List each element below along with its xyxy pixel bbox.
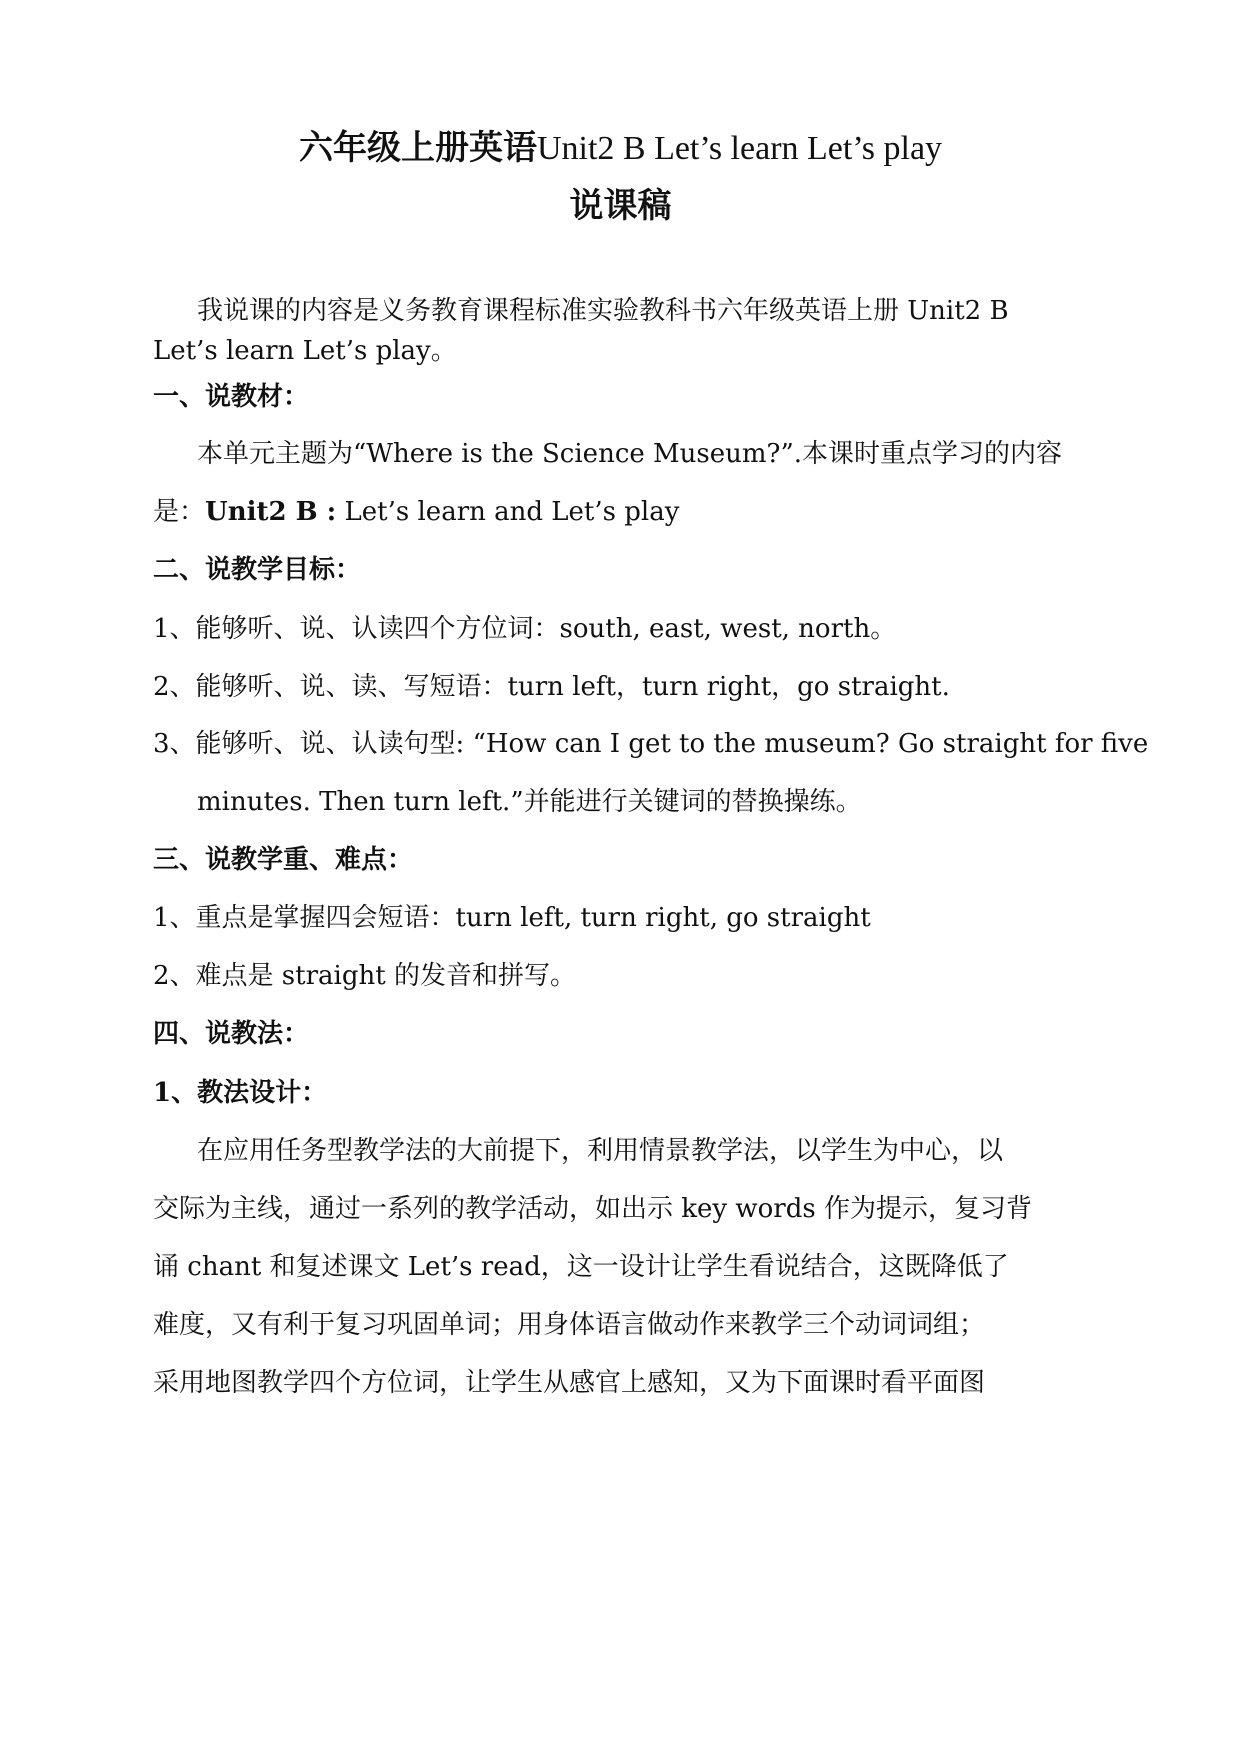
methods-paragraph-line-1: 在应用任务型教学法的大前提下，利用情景教学法，以学生为中心，以 bbox=[197, 1136, 1004, 1166]
title-chinese: 六年级上册英语 bbox=[298, 128, 537, 168]
methods-paragraph-line-5: 采用地图教学四个方位词，让学生从感官上感知，又为下面课时看平面图 bbox=[153, 1368, 986, 1398]
materials-line-2-unit: Unit2 B : bbox=[205, 497, 337, 527]
intro-line-1: 我说课的内容是义务教育课程标准实验教科书六年级英语上册 Unit2 B bbox=[197, 296, 1009, 326]
section-heading-methods: 四、说教法： bbox=[153, 1019, 310, 1049]
materials-line-2-rest: Let’s learn and Let’s play bbox=[336, 497, 680, 527]
objective-item-3: 3、能够听、说、认读句型: “How can I get to the museum? Go straight for five bbox=[153, 729, 1149, 759]
materials-line-2-prefix: 是： bbox=[153, 497, 206, 527]
key-point-item-1: 1、重点是掌握四会短语：turn left, turn right, go straight bbox=[153, 903, 871, 933]
materials-line-2 bbox=[153, 499, 1093, 525]
section-heading-key-points: 三、说教学重、难点： bbox=[153, 845, 414, 875]
methods-paragraph-line-2: 交际为主线，通过一系列的教学活动，如出示 key words 作为提示，复习背 bbox=[153, 1194, 1032, 1224]
materials-line-1: 本单元主题为“Where is the Science Museum?”.本课时重点学习的内容 bbox=[197, 439, 1063, 469]
document-subtitle: 说课稿 bbox=[569, 186, 672, 226]
title-english: Unit2 B Let’s learn Let’s play bbox=[536, 130, 943, 167]
document-title bbox=[0, 128, 1241, 168]
objective-item-3-cont: minutes. Then turn left.”并能进行关键词的替换操练。 bbox=[197, 787, 862, 817]
objective-item-2: 2、能够听、说、读、写短语：turn left，turn right，go straight. bbox=[153, 672, 950, 702]
methods-paragraph-line-4: 难度，又有利于复习巩固单词；用身体语言做动作来教学三个动词词组； bbox=[153, 1310, 986, 1340]
objective-item-1: 1、能够听、说、认读四个方位词：south, east, west, north。 bbox=[153, 614, 897, 644]
section-heading-objectives: 二、说教学目标： bbox=[153, 555, 362, 585]
section-heading-materials: 一、说教材： bbox=[153, 382, 310, 412]
methods-subheading: 1、教法设计： bbox=[153, 1078, 328, 1108]
intro-line-2: Let’s learn Let’s play。 bbox=[153, 336, 457, 366]
methods-paragraph-line-3: 诵 chant 和复述课文 Let’s read，这一设计让学生看说结合，这既降低了 bbox=[153, 1252, 1009, 1282]
key-point-item-2: 2、难点是 straight 的发音和拼写。 bbox=[153, 961, 576, 991]
